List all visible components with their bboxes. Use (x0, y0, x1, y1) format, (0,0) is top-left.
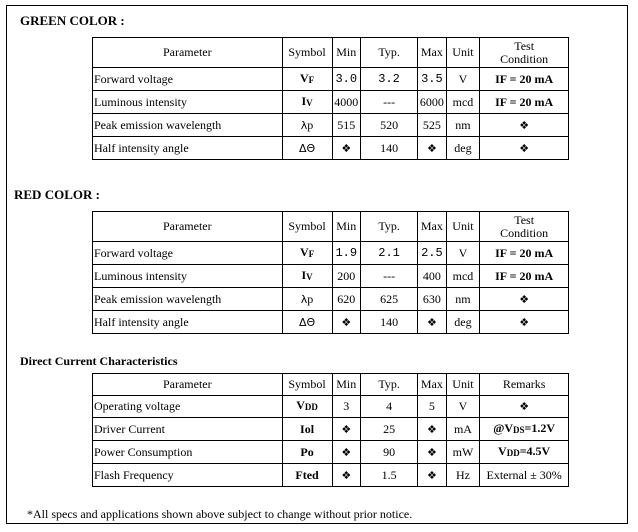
diamond-icon: ❖ (332, 137, 361, 160)
min-cell: 200 (332, 265, 361, 288)
unit-cell: nm (446, 288, 480, 311)
condition-cell: IF = 20 mA (480, 265, 569, 288)
typ-cell: 2.1 (361, 242, 418, 265)
diamond-icon: ❖ (480, 311, 569, 334)
diamond-icon: ❖ (418, 464, 447, 487)
header-unit: Unit (446, 374, 480, 396)
param-cell: Forward voltage (93, 68, 283, 91)
diamond-icon: ❖ (332, 464, 361, 487)
min-cell: 3 (332, 396, 361, 418)
header-symbol: Symbol (282, 38, 332, 68)
symbol-cell: IV (282, 91, 332, 114)
header-parameter: Parameter (93, 212, 283, 242)
typ-cell: 4 (361, 396, 418, 418)
header-max: Max (418, 38, 447, 68)
symbol-cell: Po (282, 441, 332, 464)
param-cell: Power Consumption (93, 441, 283, 464)
symbol-cell: Iol (282, 418, 332, 441)
param-cell: Forward voltage (93, 242, 283, 265)
header-test-condition: Test Condition (480, 38, 569, 68)
unit-cell: V (446, 396, 480, 418)
red-color-table (92, 211, 569, 334)
condition-cell: IF = 20 mA (480, 68, 569, 91)
min-cell: 3.0 (332, 68, 361, 91)
typ-cell: 25 (361, 418, 418, 441)
table-row (93, 396, 569, 418)
symbol-cell: VF (282, 242, 332, 265)
unit-cell: nm (446, 114, 480, 137)
min-cell: 515 (332, 114, 361, 137)
diamond-icon: ❖ (418, 137, 447, 160)
max-cell: 5 (418, 396, 447, 418)
symbol-cell: VF (282, 68, 332, 91)
remarks-cell: @VDS=1.2V (480, 418, 569, 441)
diamond-icon: ❖ (332, 311, 361, 334)
header-unit: Unit (446, 212, 480, 242)
min-cell: 620 (332, 288, 361, 311)
condition-cell: IF = 20 mA (480, 91, 569, 114)
param-cell: Operating voltage (93, 396, 283, 418)
table-row (93, 114, 569, 137)
diamond-icon: ❖ (418, 418, 447, 441)
typ-cell: --- (361, 91, 418, 114)
unit-cell: V (446, 242, 480, 265)
header-min: Min (332, 212, 361, 242)
param-cell: Peak emission wavelength (93, 114, 283, 137)
diamond-icon: ❖ (332, 441, 361, 464)
unit-cell: mA (446, 418, 480, 441)
max-cell: 3.5 (418, 68, 447, 91)
unit-cell: V (446, 68, 480, 91)
symbol-cell: Fted (282, 464, 332, 487)
diamond-icon: ❖ (418, 441, 447, 464)
typ-cell: 140 (361, 137, 418, 160)
table-header-row (93, 38, 569, 68)
diamond-icon: ❖ (480, 114, 569, 137)
symbol-cell: VDD (282, 396, 332, 418)
min-cell: 4000 (332, 91, 361, 114)
green-color-heading: GREEN COLOR : (20, 13, 125, 28)
max-cell: 630 (418, 288, 447, 311)
table-row (93, 418, 569, 441)
dc-characteristics-table (92, 373, 569, 487)
header-min: Min (332, 38, 361, 68)
diamond-icon: ❖ (480, 137, 569, 160)
table-header-row (93, 212, 569, 242)
typ-cell: 1.5 (361, 464, 418, 487)
typ-cell: 140 (361, 311, 418, 334)
footnote: *All specs and applications shown above subject to change without prior notice. (27, 507, 413, 521)
table-header-row (93, 374, 569, 396)
max-cell: 2.5 (418, 242, 447, 265)
min-cell: 1.9 (332, 242, 361, 265)
diamond-icon: ❖ (480, 396, 569, 418)
max-cell: 525 (418, 114, 447, 137)
unit-cell: deg (446, 311, 480, 334)
diamond-icon: ❖ (418, 311, 447, 334)
header-remarks: Remarks (480, 374, 569, 396)
header-max: Max (418, 212, 447, 242)
max-cell: 400 (418, 265, 447, 288)
typ-cell: 520 (361, 114, 418, 137)
diamond-icon: ❖ (332, 418, 361, 441)
param-cell: Flash Frequency (93, 464, 283, 487)
table-row (93, 441, 569, 464)
unit-cell: deg (446, 137, 480, 160)
unit-cell: mcd (446, 265, 480, 288)
table-row (93, 68, 569, 91)
lambda-icon: λ (300, 292, 308, 306)
green-color-table (92, 37, 569, 160)
condition-cell: IF = 20 mA (480, 242, 569, 265)
unit-cell: Hz (446, 464, 480, 487)
symbol-cell: IV (282, 265, 332, 288)
header-parameter: Parameter (93, 38, 283, 68)
param-cell: Luminous intensity (93, 91, 283, 114)
lambda-icon: λ (300, 118, 308, 132)
param-cell: Half intensity angle (93, 311, 283, 334)
table-row (93, 137, 569, 160)
header-test-condition: Test Condition (480, 212, 569, 242)
delta-theta-icon: ΔΘ (282, 311, 332, 334)
typ-cell: --- (361, 265, 418, 288)
header-parameter: Parameter (93, 374, 283, 396)
param-cell: Luminous intensity (93, 265, 283, 288)
header-unit: Unit (446, 38, 480, 68)
unit-cell: mW (446, 441, 480, 464)
header-typ: Typ. (361, 38, 418, 68)
param-cell: Half intensity angle (93, 137, 283, 160)
header-min: Min (332, 374, 361, 396)
header-typ: Typ. (361, 374, 418, 396)
header-symbol: Symbol (282, 374, 332, 396)
dc-characteristics-heading: Direct Current Characteristics (20, 354, 178, 368)
remarks-cell: External ± 30% (480, 464, 569, 487)
param-cell: Peak emission wavelength (93, 288, 283, 311)
table-row (93, 91, 569, 114)
symbol-cell: λp (282, 288, 332, 311)
typ-cell: 3.2 (361, 68, 418, 91)
typ-cell: 625 (361, 288, 418, 311)
table-row (93, 242, 569, 265)
table-row (93, 464, 569, 487)
table-row (93, 288, 569, 311)
table-row (93, 265, 569, 288)
delta-theta-icon: ΔΘ (282, 137, 332, 160)
param-cell: Driver Current (93, 418, 283, 441)
table-row (93, 311, 569, 334)
diamond-icon: ❖ (480, 288, 569, 311)
max-cell: 6000 (418, 91, 447, 114)
typ-cell: 90 (361, 441, 418, 464)
red-color-heading: RED COLOR : (14, 187, 100, 202)
unit-cell: mcd (446, 91, 480, 114)
symbol-cell: λp (282, 114, 332, 137)
header-max: Max (418, 374, 447, 396)
header-typ: Typ. (361, 212, 418, 242)
remarks-cell: VDD=4.5V (480, 441, 569, 464)
header-symbol: Symbol (282, 212, 332, 242)
